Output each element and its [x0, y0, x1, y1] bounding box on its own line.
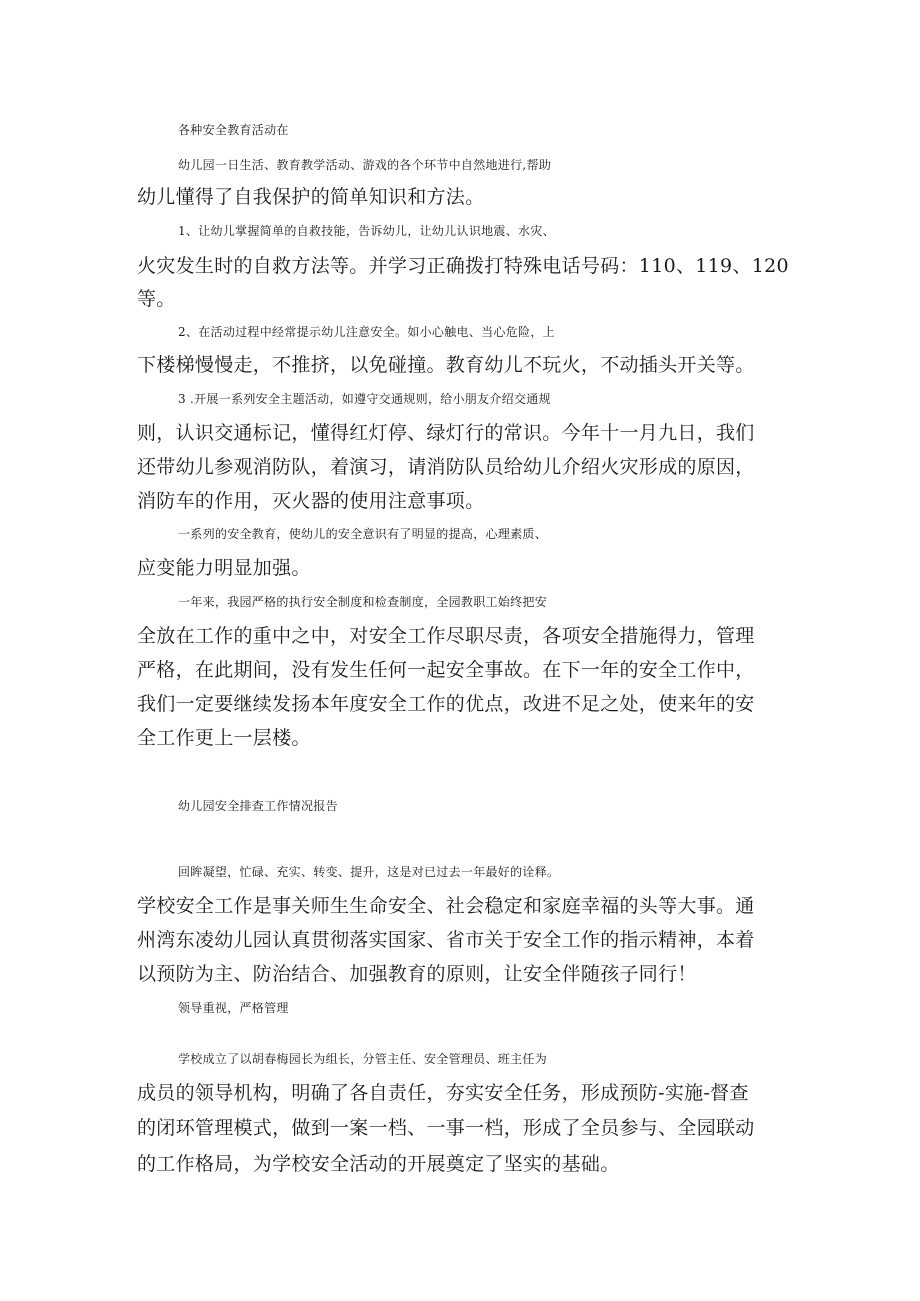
summary-line: 我们一定要继续发扬本年度安全工作的优点，改进不足之处，使来年的安: [137, 693, 755, 715]
list-item-3-line: 消防车的作用，灭火器的使用注意事项。: [137, 490, 485, 512]
paragraph-line: 州湾东凌幼儿园认真贯彻落实国家、省市关于安全工作的指示精神，本着: [137, 929, 755, 951]
paragraph-line: 的闭环管理模式，做到一案一档、一事一档，形成了全员参与、全园联动: [137, 1117, 755, 1139]
summary-line: 全工作更上一层楼。: [137, 727, 311, 749]
list-item-3-line: 则，认识交通标记，懂得红灯停、绿灯行的常识。今年十一月九日，我们: [137, 422, 755, 444]
paragraph-line: 以预防为主、防治结合、加强教育的原则，让安全伴随孩子同行！: [137, 963, 697, 985]
summary-line: 应变能力明显加强。: [137, 557, 311, 579]
list-item-1-line: 火灾发生时的自救方法等。并学习正确拨打特殊电话号码：110、119、120: [137, 255, 789, 277]
summary-line: 一系列的安全教育，使幼儿的安全意识有了明显的提高，心理素质、: [178, 527, 548, 541]
paragraph-line: 学校安全工作是事关师生生命安全、社会稳定和家庭幸福的头等大事。通: [137, 895, 755, 917]
paragraph-line: 成员的领导机构，明确了各自责任，夯实安全任务，形成预防-实施-督查: [137, 1082, 749, 1104]
list-item-3-line: 3 .开展一系列安全主题活动，如遵守交通规则，给小朋友介绍交通规: [178, 392, 551, 406]
paragraph-line: 幼儿园一日生活、教育教学活动、游戏的各个环节中自然地进行,帮助: [178, 158, 552, 172]
paragraph-line: 回眸凝望，忙碌、充实、转变、提升，这是对已过去一年最好的诠释。: [178, 865, 560, 879]
list-item-1-line: 1、让幼儿掌握简单的自救技能，告诉幼儿，让幼儿认识地震、水灾、: [178, 224, 555, 238]
paragraph-line: 学校成立了以胡春梅园长为组长，分管主任、安全管理员、班主任为: [178, 1052, 548, 1066]
subheading: 领导重视，严格管理: [178, 1001, 289, 1015]
list-item-2-line: 2、在活动过程中经常提示幼儿注意安全。如小心触电、当心危险，上: [178, 325, 555, 339]
paragraph-line: 幼儿懂得了自我保护的简单知识和方法。: [137, 186, 485, 208]
report-title: 幼儿园安全排查工作情况报告: [178, 799, 338, 813]
list-item-3-line: 还带幼儿参观消防队，着演习，请消防队员给幼儿介绍火灾形成的原因，: [137, 456, 755, 478]
list-item-1-line: 等。: [137, 288, 176, 310]
summary-line: 全放在工作的重中之中，对安全工作尽职尽责，各项安全措施得力，管理: [137, 625, 755, 647]
intro-title: 各种安全教育活动在: [178, 123, 289, 137]
summary-line: 一年来，我园严格的执行安全制度和检查制度，全园教职工始终把安: [178, 595, 548, 609]
summary-line: 严格，在此期间，没有发生任何一起安全事故。在下一年的安全工作中，: [137, 659, 755, 681]
paragraph-line: 的工作格局，为学校安全活动的开展奠定了坚实的基础。: [137, 1153, 620, 1175]
list-item-2-line: 下楼梯慢慢走，不推挤，以免碰撞。教育幼儿不玩火，不动插头开关等。: [137, 354, 755, 376]
